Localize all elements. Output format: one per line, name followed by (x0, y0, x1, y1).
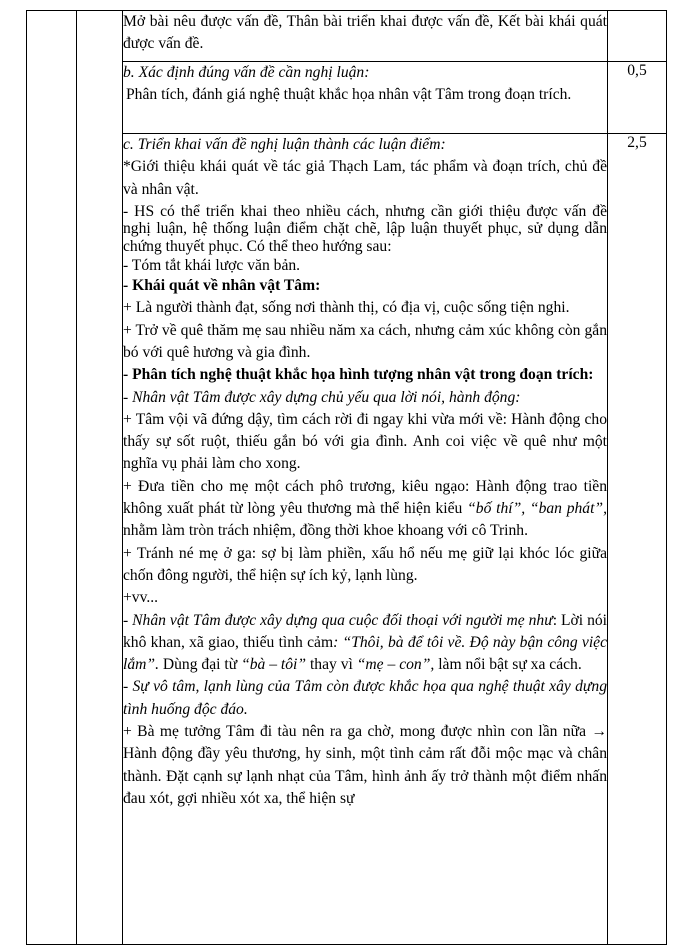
section-title: - Phân tích nghệ thuật khắc họa hình tượng nhân vật trong đoạn trích: (123, 366, 594, 384)
content-cell (123, 11, 608, 62)
text-span: : Lời nói khô khan, xã giao, thiếu tình cảm (123, 611, 608, 651)
score-cell (608, 11, 667, 62)
subsection-title: - Nhân vật Tâm được xây dựng chủ yếu qua lời nói, hành động: (123, 388, 521, 406)
list-item: + Bà mẹ tưởng Tâm đi tàu nên ra ga chờ, mong được nhìn con lần nữa → Hành động đầy yêu thương, hy sinh, một tình cảm rất đỗi mộc mạc và chân thành. Đặt cạnh sự lạnh nhạt của Tâm, hình ảnh ấy trở thành một điểm nhấn đau xót, gợi nhiều xót xa, thể hiện sự (123, 723, 607, 807)
list-item: + Tâm vội vã đứng dậy, tìm cách rời đi ngay khi vừa mới về: Hành động cho thấy sự sốt ruột, thiếu gắn bó với gia đình. Anh coi việc về quê như một nghĩa vụ phải làm cho xong. (123, 410, 607, 473)
text-span: làm nổi bật sự xa cách. (434, 656, 582, 674)
intro-text: *Giới thiệu khái quát về tác giả Thạch Lam, tác phẩm và đoạn trích, chủ đề và nhân vật. (123, 158, 607, 198)
text-span: nhằm làm tròn trách nhiệm, đồng thời khoe khoang với cô Trinh. (123, 522, 528, 540)
summary-text: - Tóm tắt khái lược văn bản. (123, 257, 301, 275)
criterion-heading: c. Triển khai vấn đề nghị luận thành các luận điểm: (123, 136, 446, 153)
quote-span: : “Thôi, bà để tôi về. Độ này bận công việc lắm”. (123, 633, 607, 674)
criterion-text: Phân tích, đánh giá nghệ thuật khắc họa nhân vật Tâm trong đoạn trích. (126, 86, 572, 104)
quote-span: “mẹ – con”, (356, 656, 435, 674)
table-row (27, 134, 667, 945)
quote-span: “bố thí”, “ban phát”, (467, 500, 607, 518)
subsection-title: - Nhân vật Tâm được xây dựng qua cuộc đối thoại với người mẹ như (123, 611, 553, 629)
list-item (123, 610, 607, 677)
list-item: + Trở về quê thăm mẹ sau nhiều năm xa cách, nhưng cảm xúc không còn gắn bó với quê hương và gia đình. (123, 321, 607, 361)
text-span: Dùng đại từ (158, 656, 242, 674)
list-item: + Tránh né mẹ ở ga: sợ bị làm phiền, xấu hổ nếu mẹ giữ lại khóc lóc giữa chốn đông người, thể hiện sự ích kỷ, lạnh lùng. (123, 544, 607, 584)
list-item: + Là người thành đạt, sống nơi thành thị, có địa vị, cuộc sống tiện nghi. (123, 299, 570, 317)
table-row (27, 62, 667, 134)
content-cell (123, 62, 608, 134)
criterion-heading: b. Xác định đúng vấn đề cần nghị luận: (123, 64, 370, 81)
structure-text: Mở bài nêu được vấn đề, Thân bài triển khai được vấn đề, Kết bài khái quát được vấn đề. (123, 13, 607, 53)
quote-span: “bà – tôi” (241, 656, 307, 674)
score-cell: 0,5 (608, 62, 667, 134)
list-item (123, 476, 607, 543)
approach-text: - HS có thể triển khai theo nhiều cách, nhưng cần giới thiệu được vấn đề nghị luận, hệ thống luận điểm chặt chẽ, lập luận thuyết phục, sử dụng dẫn chứng thuyết phục. Có thể theo hướng sau: (123, 202, 607, 255)
grading-table (26, 10, 667, 945)
subsection-title: - Sự vô tâm, lạnh lùng của Tâm còn được khắc họa qua nghệ thuật xây dựng tình huống độc đáo. (123, 678, 607, 718)
list-item: +vv... (123, 589, 159, 607)
score-cell: 2,5 (608, 134, 667, 945)
content-cell (123, 134, 608, 945)
text-span: thay vì (306, 656, 357, 674)
empty-cell (77, 11, 123, 945)
section-title: - Khái quát về nhân vật Tâm: (123, 277, 321, 295)
empty-cell (27, 11, 77, 945)
table-row (27, 11, 667, 62)
text-span: + Đưa tiền cho mẹ một cách phô trương, kiêu ngạo: Hành động trao tiền không xuất phát từ lòng yêu thương mà thể hiện kiểu (123, 477, 607, 518)
